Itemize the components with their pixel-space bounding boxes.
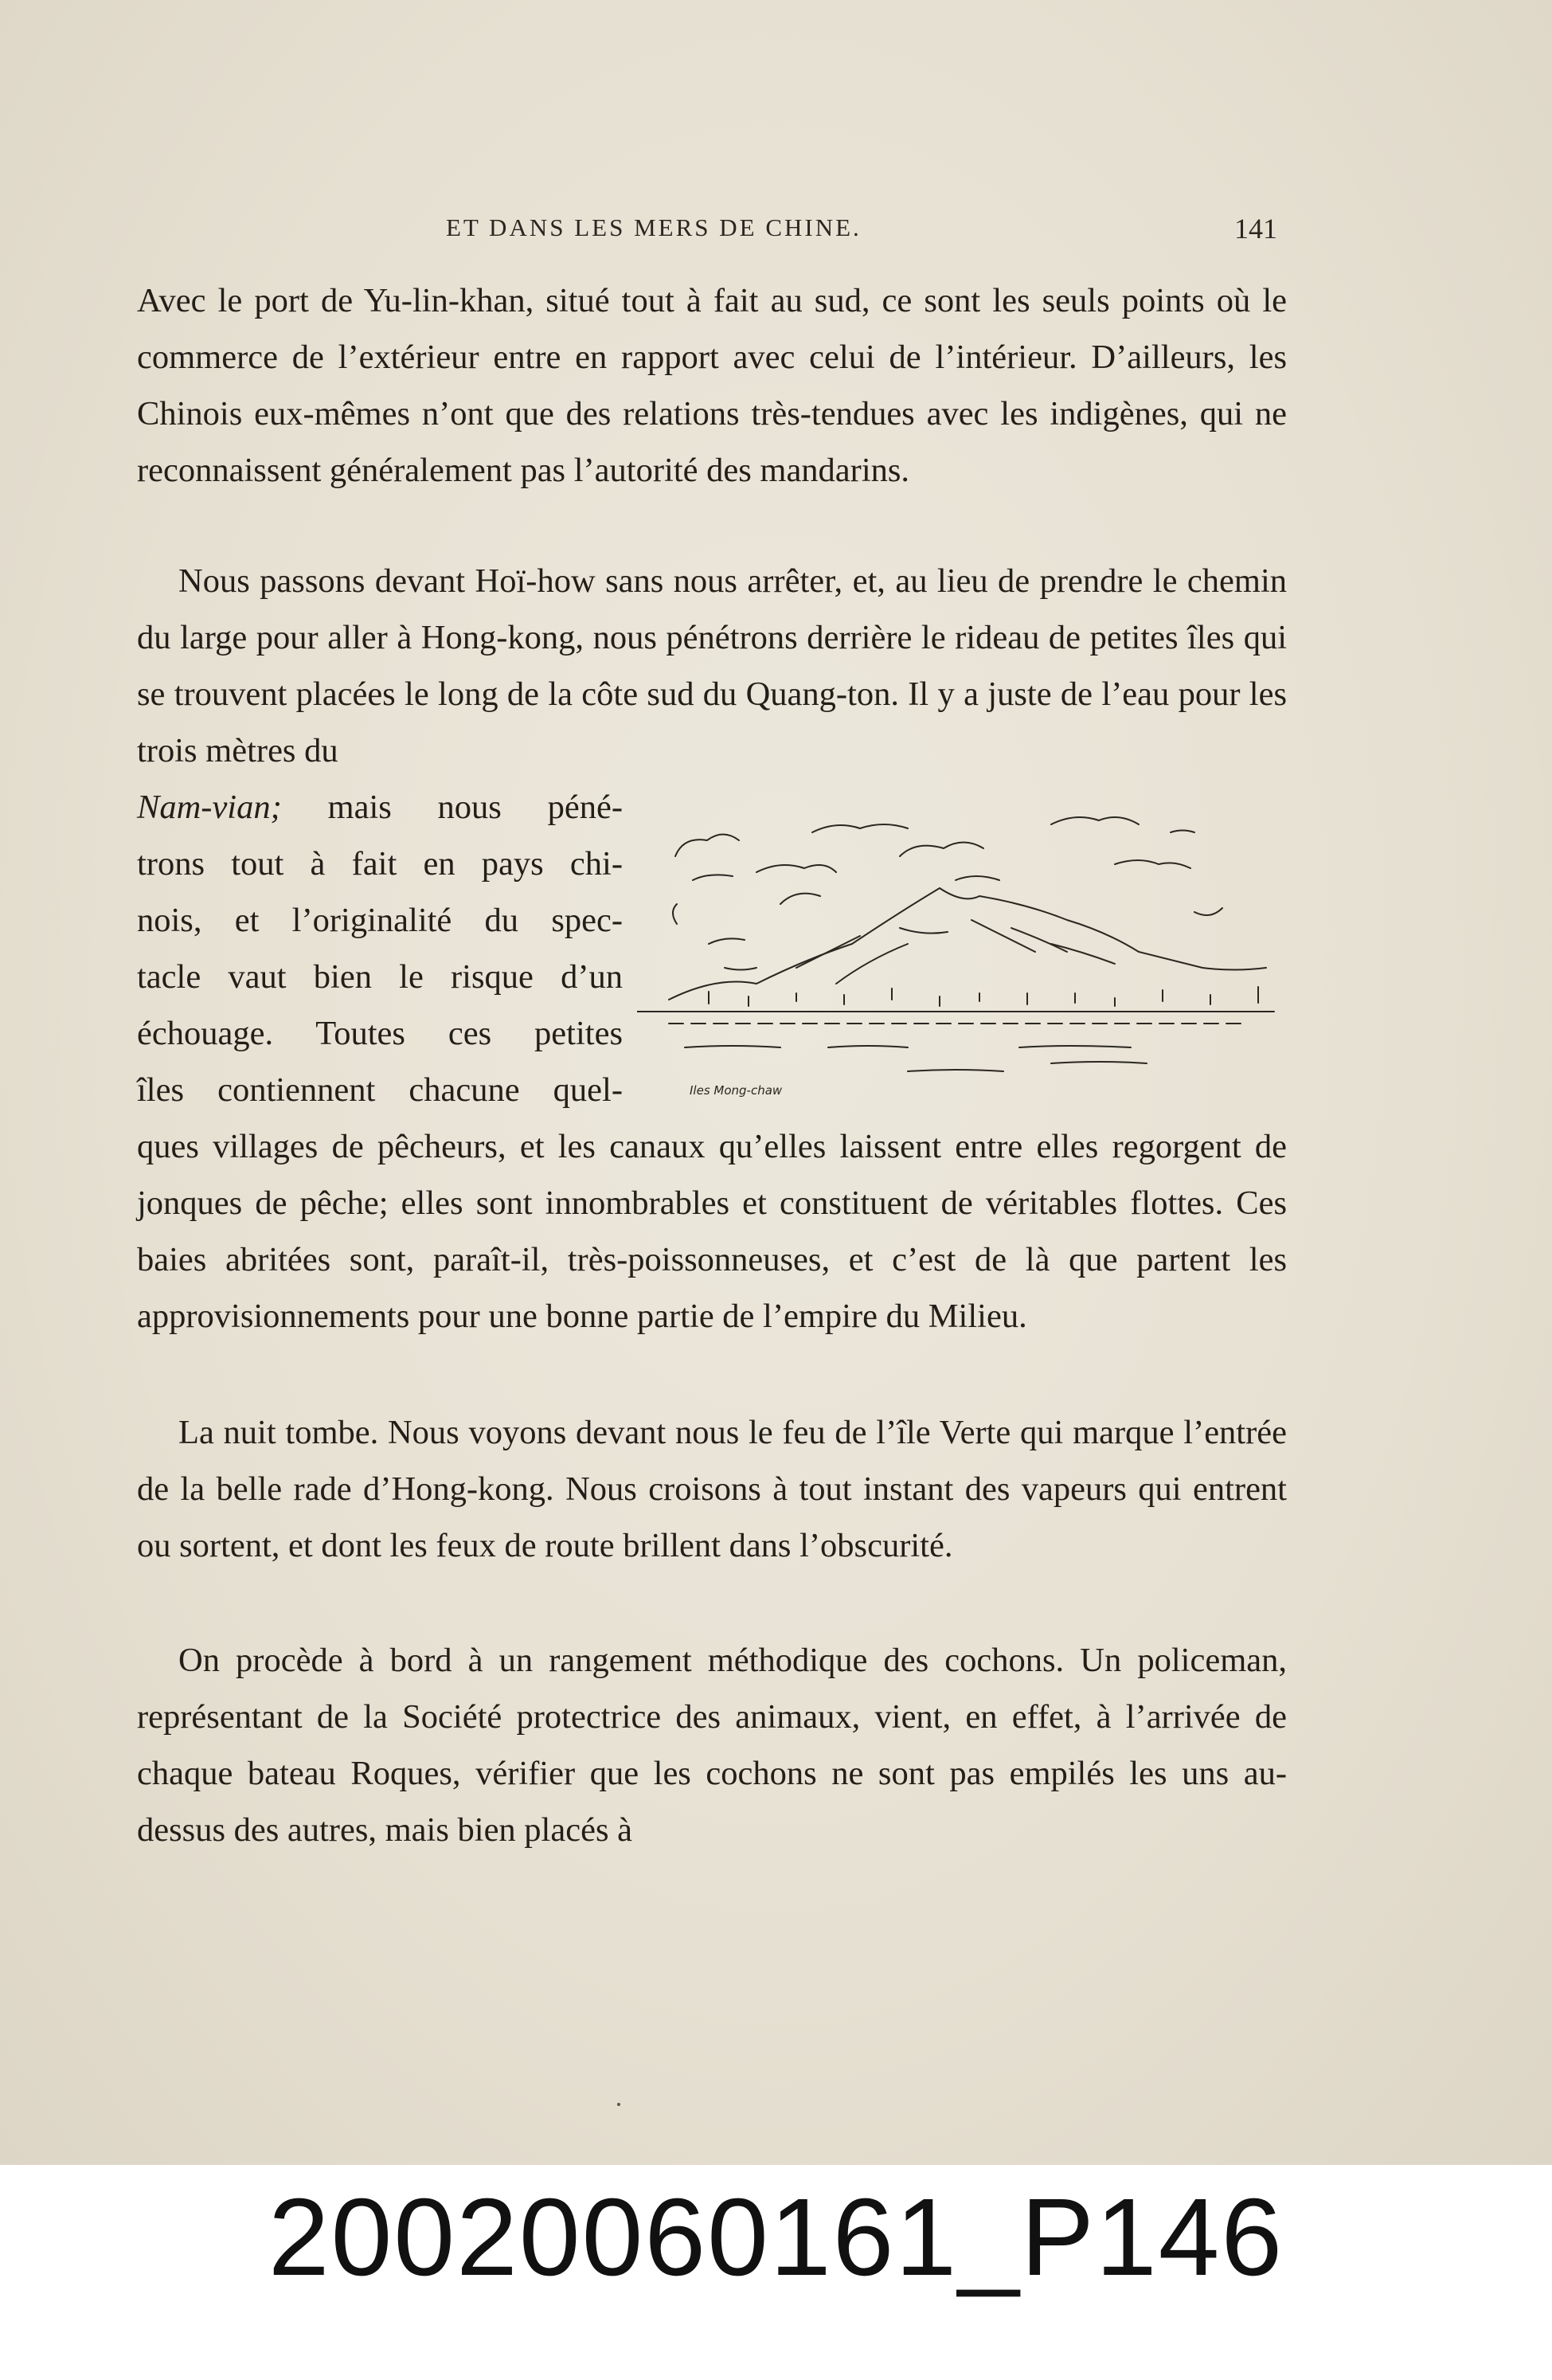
island-sketch [637, 785, 1282, 1103]
running-head [0, 213, 1552, 253]
ship-name: Nam-vian; [137, 789, 282, 826]
paragraph-1-text: Avec le port de Yu-lin-khan, situé tout à fait au sud, ce sont les seuls points où le commerce de l’extérieur entre en rapport avec celui de l’intérieur. D’ailleurs, les Chinois eux-mêmes n’ont que des relations très-tendues avec les indigènes, qui ne reconnaissent généralement pas l’autorité des mandarins. [137, 282, 1287, 489]
wrapped-line-2: trons tout à fait en pays chi- [137, 845, 623, 883]
paragraph-1 [137, 272, 1287, 499]
page-number: 141 [1234, 213, 1277, 245]
paragraph-2-text: Nous passons devant Hoï-how sans nous arrêter, et, au lieu de prendre le chemin du large pour aller à Hong-kong, nous pénétrons derrière le rideau de petites îles qui se trouvent placées le long de la côte sud du Quang-ton. Il y a juste de l’eau pour les trois mètres du [137, 562, 1287, 769]
wrapped-line-3: nois, et l’originalité du spec- [137, 902, 623, 939]
catalog-number: 20020060161_P146 [268, 2176, 1284, 2299]
paragraph-2-continued [137, 1118, 1287, 1345]
paragraph-3 [137, 1404, 1287, 1574]
paragraph-2-end-text: ques villages de pêcheurs, et les canaux qu’elles laissent entre elles regorgent de jonques de pêche; elles sont innombrables et constituent de véritables flottes. Ces baies abritées sont, paraît-il, très-poissonneuses, et c’est de là que partent les approvisionnements pour une bonne partie de l’empire du Milieu. [137, 1128, 1287, 1335]
wrapped-line-4: tacle vaut bien le risque d’un [137, 958, 623, 996]
paragraph-3-text: La nuit tombe. Nous voyons devant nous le feu de l’île Verte qui marque l’entrée de la belle rade d’Hong-kong. Nous croisons à tout instant des vapeurs qui entrent ou sortent, et dont les feux de route brillent dans l’obscurité. [137, 1414, 1287, 1564]
paragraph-4 [137, 1632, 1287, 1858]
page-speck [617, 2103, 620, 2106]
paragraph-2 [137, 553, 1287, 779]
illustration-caption: Iles Mong-chaw [690, 1083, 783, 1098]
wrapped-line-1 [137, 779, 623, 836]
paragraph-2-wrapped-column [137, 779, 623, 1118]
paragraph-4-text: On procède à bord à un rangement méthodique des cochons. Un policeman, représentant de la Société protectrice des animaux, vient, en effet, à l’arrivée de chaque bateau Roques, vérifier que les cochons ne sont pas empilés les uns au-dessus des autres, mais bien placés à [137, 1642, 1287, 1849]
wrapped-line-6: îles contiennent chacune quel- [137, 1071, 623, 1109]
wrapped-line-1-text: mais nous péné- [281, 789, 623, 826]
island-sketch-drawing [637, 785, 1282, 1103]
wrapped-line-5: échouage. Toutes ces petites [137, 1015, 623, 1052]
running-title: ET DANS LES MERS DE CHINE. [446, 213, 862, 241]
